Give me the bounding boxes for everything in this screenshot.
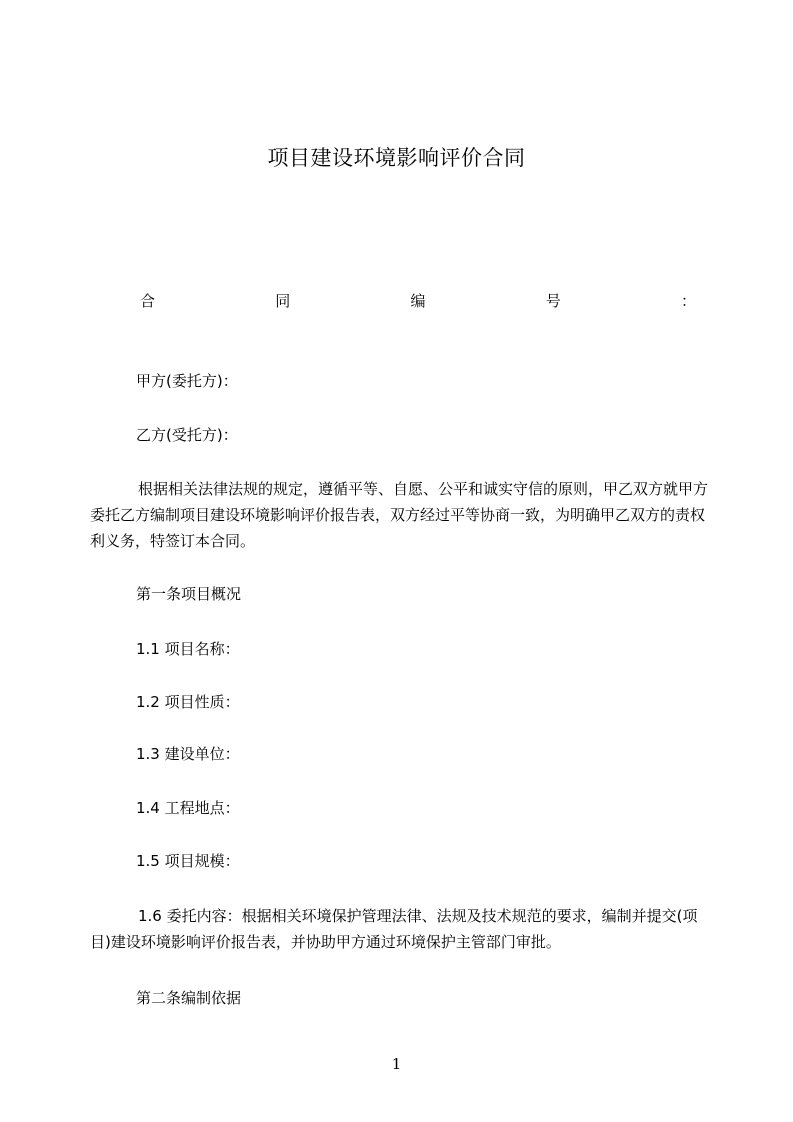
contract-number-char: 编 [410, 292, 426, 310]
contract-number-char: 合 [140, 292, 156, 310]
party-b-label: 乙方(受托方)： [136, 426, 238, 444]
item-project-name: 1.1 项目名称： [136, 640, 240, 658]
contract-number-char: ： [680, 292, 696, 310]
article-2-heading: 第二条编制依据 [136, 989, 242, 1007]
party-a-label: 甲方(委托方)： [136, 372, 238, 390]
item-project-location: 1.4 工程地点： [136, 799, 240, 817]
item-project-scale: 1.5 项目规模： [136, 852, 240, 870]
preamble-text: 根据相关法律法规的规定，遵循平等、自愿、公平和诚实守信的原则，甲乙双方就甲方委托乙方编制项目建设环境影响评价报告表，双方经过平等协商一致，为明确甲乙双方的责权利义务，特签订本合同。 [90, 480, 709, 550]
commission-content-text: 1.6 委托内容：根据相关环境保护管理法律、法规及技术规范的要求，编制并提交(项目)建设环境影响评价报告表，并协助甲方通过环境保护主管部门审批。 [90, 907, 698, 951]
contract-number-char: 号 [545, 292, 561, 310]
contract-number-line [140, 290, 696, 311]
item-commission-content [90, 903, 710, 955]
contract-number-char: 同 [275, 292, 291, 310]
article-1-heading: 第一条项目概况 [136, 585, 242, 603]
item-construction-unit: 1.3 建设单位： [136, 745, 240, 763]
page-number: 1 [391, 1055, 402, 1073]
item-project-nature: 1.2 项目性质： [136, 693, 240, 711]
preamble-paragraph [90, 476, 710, 554]
document-title: 项目建设环境影响评价合同 [267, 146, 526, 170]
